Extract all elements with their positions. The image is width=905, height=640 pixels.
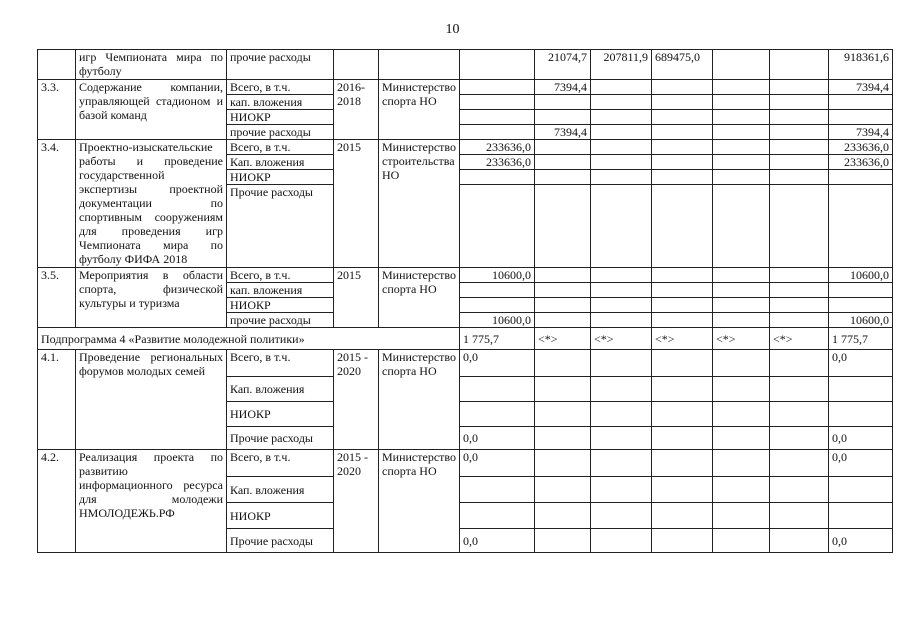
value-cell: 0,0	[460, 350, 535, 377]
total-cell: 7394,4	[829, 80, 893, 95]
activity-name: Проведение региональных форумов молодых семей	[76, 350, 227, 450]
executor: Министерство спорта НО	[379, 268, 460, 328]
value-cell	[535, 110, 591, 125]
total-cell: 1 775,7	[829, 328, 893, 350]
years: 2015 - 2020	[334, 450, 379, 553]
table-row	[38, 50, 893, 80]
cost-type: НИОКР	[227, 170, 334, 185]
cost-type: Кап. вложения	[227, 155, 334, 170]
total-cell: 0,0	[829, 427, 893, 450]
subprogram-title: Подпрограмма 4 «Развитие молодежной политики»	[38, 328, 460, 350]
value-cell: 689475,0	[652, 50, 713, 80]
cost-type: НИОКР	[227, 298, 334, 313]
total-cell	[829, 503, 893, 529]
cost-type: Всего, в т.ч.	[227, 268, 334, 283]
cost-type: Всего, в т.ч.	[227, 450, 334, 477]
value-cell	[460, 185, 535, 268]
cost-type: Кап. вложения	[227, 377, 334, 402]
cost-type: Всего, в т.ч.	[227, 140, 334, 155]
value-cell	[535, 95, 591, 110]
value-cell: 21074,7	[535, 50, 591, 80]
value-cell: 0,0	[460, 427, 535, 450]
executor: Министерство спорта НО	[379, 450, 460, 553]
total-cell: 0,0	[829, 350, 893, 377]
row-number: 3.5.	[38, 268, 76, 328]
value-cell	[460, 477, 535, 503]
activity-name: Проектно-изыскательские работы и проведение государственной экспертизы проектной документации по спортивным сооружениям для проведения игр Чемпионата мира по футболу ФИФА 2018	[76, 140, 227, 268]
total-cell: 0,0	[829, 450, 893, 477]
mark-cell: <*>	[652, 328, 713, 350]
table-row	[38, 80, 893, 95]
value-cell: 1 775,7	[460, 328, 535, 350]
cost-type: Прочие расходы	[227, 427, 334, 450]
value-cell	[460, 402, 535, 427]
activity-name: Содержание компании, управляющей стадионом и базой команд	[76, 80, 227, 140]
cost-type: НИОКР	[227, 503, 334, 529]
row-number: 4.1.	[38, 350, 76, 450]
years: 2015 - 2020	[334, 350, 379, 450]
total-cell: 233636,0	[829, 140, 893, 155]
value-cell: 7394,4	[535, 80, 591, 95]
total-cell	[829, 298, 893, 313]
years: 2015	[334, 140, 379, 268]
total-cell	[829, 170, 893, 185]
total-cell: 10600,0	[829, 313, 893, 328]
cost-type: Всего, в т.ч.	[227, 80, 334, 95]
executor: Министерство спорта НО	[379, 80, 460, 140]
value-cell: 207811,9	[591, 50, 652, 80]
total-cell	[829, 477, 893, 503]
table-row	[38, 350, 893, 377]
subprogram-row	[38, 328, 893, 350]
total-cell	[829, 185, 893, 268]
activity-name: Мероприятия в области спорта, физической культуры и туризма	[76, 268, 227, 328]
cost-type: НИОКР	[227, 110, 334, 125]
cost-type: Прочие расходы	[227, 185, 334, 268]
cost-type: прочие расходы	[227, 313, 334, 328]
value-cell	[460, 298, 535, 313]
value-cell	[460, 503, 535, 529]
total-cell: 10600,0	[829, 268, 893, 283]
cost-type: Прочие расходы	[227, 529, 334, 553]
cost-type: прочие расходы	[227, 125, 334, 140]
total-cell: 918361,6	[829, 50, 893, 80]
mark-cell: <*>	[713, 328, 770, 350]
cost-type: кап. вложения	[227, 95, 334, 110]
total-cell	[829, 95, 893, 110]
value-cell: 233636,0	[460, 140, 535, 155]
total-cell	[829, 402, 893, 427]
mark-cell: <*>	[591, 328, 652, 350]
total-cell	[829, 283, 893, 298]
cost-type: Кап. вложения	[227, 477, 334, 503]
years: 2016-2018	[334, 80, 379, 140]
table-row	[38, 450, 893, 477]
cost-type: Всего, в т.ч.	[227, 350, 334, 377]
budget-table	[37, 49, 893, 553]
value-cell: 0,0	[460, 529, 535, 553]
executor: Министерство строительства НО	[379, 140, 460, 268]
cost-type: кап. вложения	[227, 283, 334, 298]
years: 2015	[334, 268, 379, 328]
total-cell	[829, 110, 893, 125]
value-cell: 10600,0	[460, 313, 535, 328]
row-number: 3.4.	[38, 140, 76, 268]
executor: Министерство спорта НО	[379, 350, 460, 450]
value-cell	[460, 283, 535, 298]
mark-cell: <*>	[770, 328, 829, 350]
table-row	[38, 140, 893, 155]
table-row	[38, 268, 893, 283]
value-cell: 7394,4	[535, 125, 591, 140]
value-cell: 0,0	[460, 450, 535, 477]
total-cell: 0,0	[829, 529, 893, 553]
total-cell: 7394,4	[829, 125, 893, 140]
total-cell: 233636,0	[829, 155, 893, 170]
row-number: 4.2.	[38, 450, 76, 553]
mark-cell: <*>	[535, 328, 591, 350]
activity-name: Реализация проекта по развитию информационного ресурса для молодежи НМОЛОДЕЖЬ.РФ	[76, 450, 227, 553]
total-cell	[829, 377, 893, 402]
cost-type: НИОКР	[227, 402, 334, 427]
value-cell: 233636,0	[460, 155, 535, 170]
activity-name: игр Чемпионата мира по футболу	[76, 50, 227, 80]
row-number: 3.3.	[38, 80, 76, 140]
value-cell	[460, 170, 535, 185]
value-cell	[460, 377, 535, 402]
page-number: 10	[445, 22, 460, 37]
value-cell: 10600,0	[460, 268, 535, 283]
cost-type: прочие расходы	[227, 50, 334, 80]
